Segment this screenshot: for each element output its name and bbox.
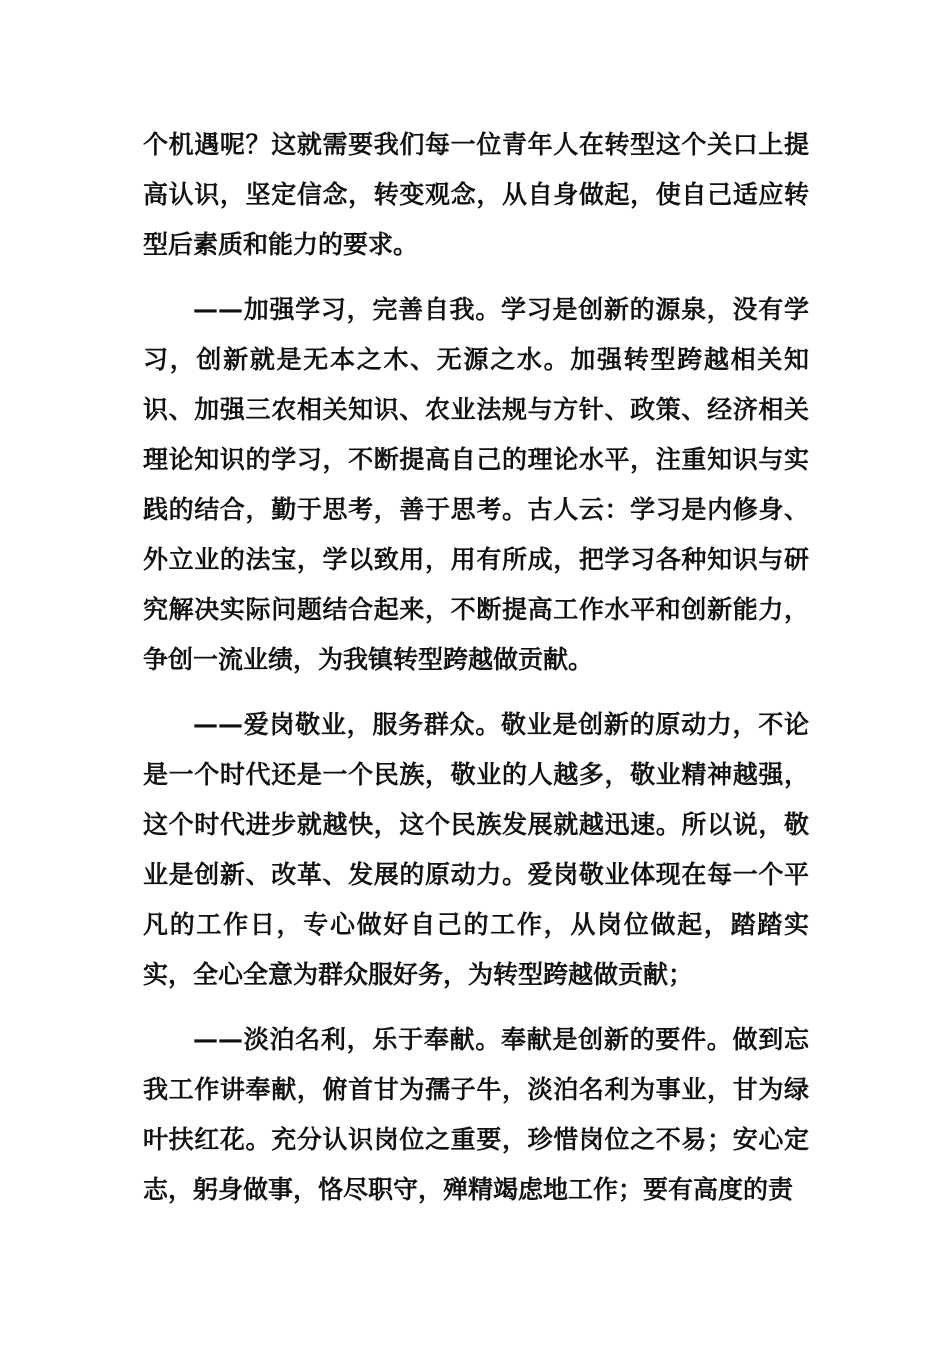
paragraph-1: 个机遇呢？这就需要我们每一位青年人在转型这个关口上提高认识，坚定信念，转变观念，从自身做起，使自己适应转型后素质和能力的要求。 bbox=[143, 130, 809, 259]
paragraph-4: ——淡泊名利，乐于奉献。奉献是创新的要件。做到忘我工作讲奉献，俯首甘为孺子牛，淡泊名利为事业，甘为绿叶扶红花。充分认识岗位之重要，珍惜岗位之不易；安心定志，躬身做事，恪尽职守，殚精竭虑地工作；要有高度的责 bbox=[143, 1025, 809, 1204]
paragraph-2: ——加强学习，完善自我。学习是创新的源泉，没有学习，创新就是无本之木、无源之水。加强转型跨越相关知识、加强三农相关知识、农业法规与方针、政策、经济相关理论知识的学习，不断提高自己的理论水平，注重知识与实践的结合，勤于思考，善于思考。古人云：学习是内修身、外立业的法宝，学以致用，用有所成，把学习各种知识与研究解决实际问题结合起来，不断提高工作水平和创新能力，争创一流业绩，为我镇转型跨越做贡献。 bbox=[143, 295, 809, 674]
paragraph-3: ——爱岗敬业，服务群众。敬业是创新的原动力，不论是一个时代还是一个民族，敬业的人越多，敬业精神越强，这个时代进步就越快，这个民族发展就越迅速。所以说，敬业是创新、改革、发展的原动力。爱岗敬业体现在每一个平凡的工作日，专心做好自己的工作，从岗位做起，踏踏实实，全心全意为群众服好务，为转型跨越做贡献； bbox=[143, 710, 809, 989]
document-body bbox=[143, 120, 809, 1215]
